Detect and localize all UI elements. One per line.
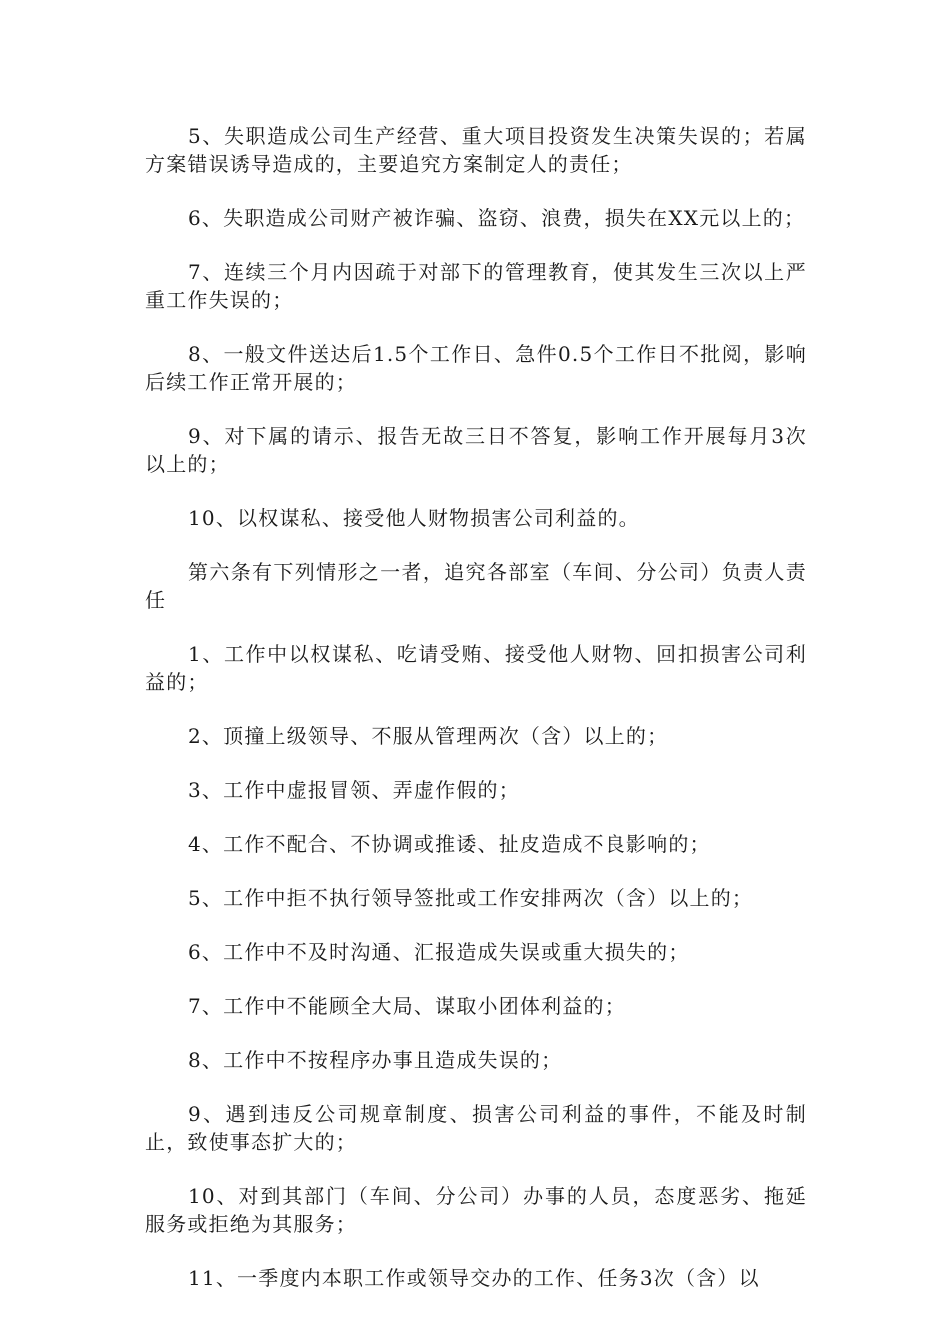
dept-clause-8: 8、工作中不按程序办事且造成失误的； — [188, 1048, 563, 1072]
dept-clause-1: 1、工作中以权谋私、吃请受贿、接受他人财物、回扣损害公司利益的； — [145, 642, 807, 694]
dept-clause-5: 5、工作中拒不执行领导签批或工作安排两次（含）以上的； — [188, 886, 754, 910]
dept-clause-2: 2、顶撞上级领导、不服从管理两次（含）以上的； — [188, 724, 669, 748]
dept-clause-6: 6、工作中不及时沟通、汇报造成失误或重大损失的； — [188, 940, 690, 964]
dept-clause-4: 4、工作不配合、不协调或推诿、扯皮造成不良影响的； — [188, 832, 711, 856]
article-6-heading: 第六条有下列情形之一者，追究各部室（车间、分公司）负责人责任 — [145, 560, 807, 612]
clause-5-decision-error: 5、失职造成公司生产经营、重大项目投资发生决策失误的；若属方案错误诱导造成的，主要追究方案制定人的责任； — [145, 124, 807, 176]
clause-8-document-review: 8、一般文件送达后1.5个工作日、急件0.5个工作日不批阅，影响后续工作正常开展的； — [145, 342, 807, 394]
clause-7-management-education: 7、连续三个月内因疏于对部下的管理教育，使其发生三次以上严重工作失误的； — [145, 260, 807, 312]
dept-clause-9: 9、遇到违反公司规章制度、损害公司利益的事件，不能及时制止，致使事态扩大的； — [145, 1102, 807, 1154]
dept-clause-10: 10、对到其部门（车间、分公司）办事的人员，态度恶劣、拖延服务或拒绝为其服务； — [145, 1184, 807, 1236]
dept-clause-11: 11、一季度内本职工作或领导交办的工作、任务3次（含）以 — [188, 1266, 760, 1290]
clause-10-abuse-of-power: 10、以权谋私、接受他人财物损害公司利益的。 — [188, 506, 640, 530]
dept-clause-3: 3、工作中虚报冒领、弄虚作假的； — [188, 778, 520, 802]
dept-clause-7: 7、工作中不能顾全大局、谋取小团体利益的； — [188, 994, 626, 1018]
clause-6-property-loss: 6、失职造成公司财产被诈骗、盗窃、浪费，损失在XX元以上的； — [188, 206, 806, 230]
document-body — [145, 122, 807, 1318]
clause-9-no-reply: 9、对下属的请示、报告无故三日不答复，影响工作开展每月3次以上的； — [145, 424, 807, 476]
